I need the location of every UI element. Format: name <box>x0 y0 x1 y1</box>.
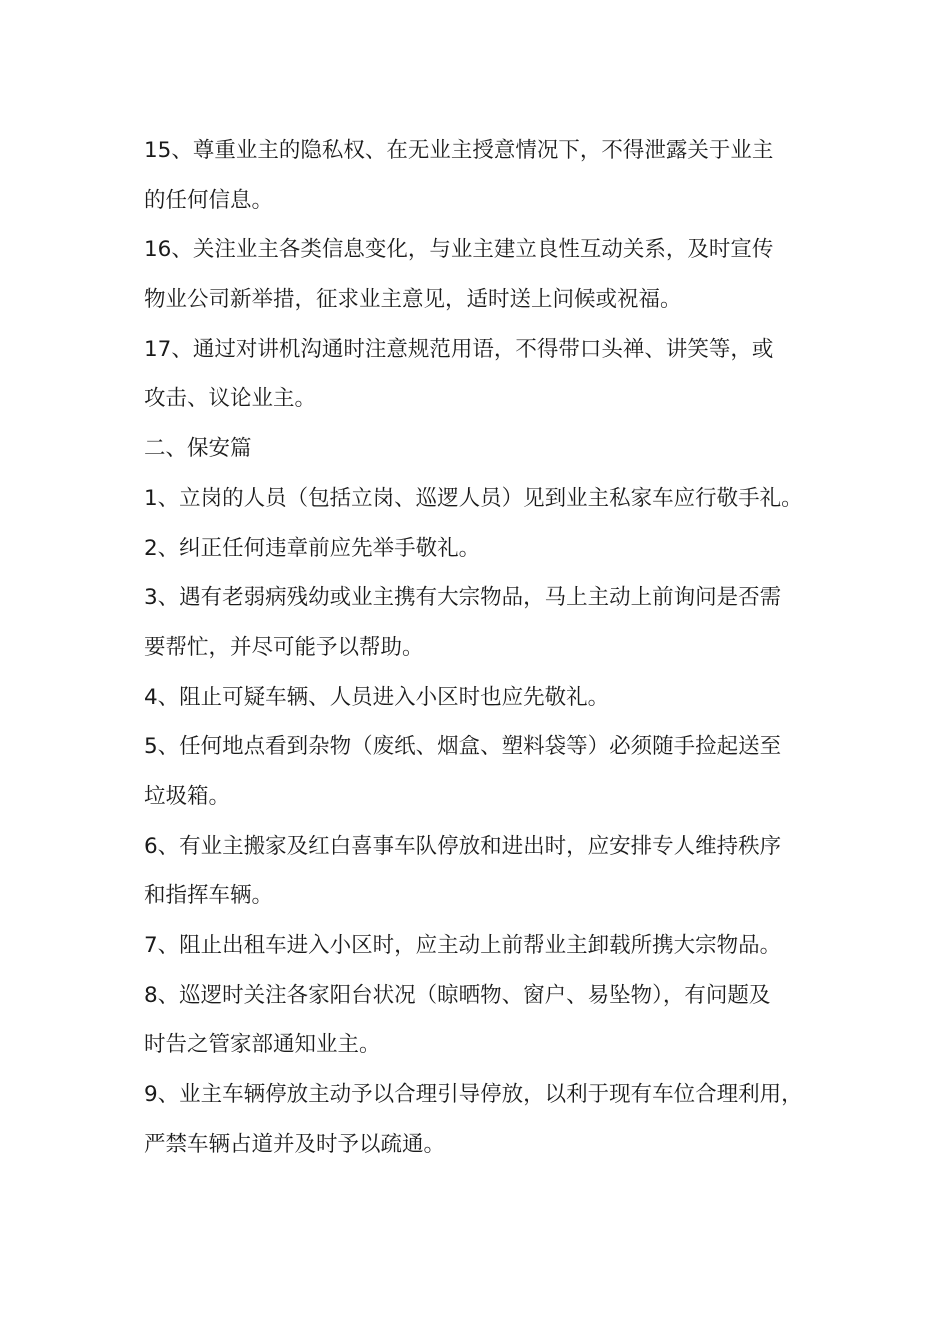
text-line: 时告之管家部通知业主。 <box>144 1032 381 1058</box>
text-line: 15、尊重业主的隐私权、在无业主授意情况下，不得泄露关于业主 <box>144 138 774 163</box>
text-line: 16、关注业主各类信息变化，与业主建立良性互动关系，及时宣传 <box>144 237 774 263</box>
text-line: 2、纠正任何违章前应先举手敬礼。 <box>144 535 481 561</box>
text-line: 9、业主车辆停放主动予以合理引导停放，以利于现有车位合理利用， <box>144 1082 803 1108</box>
text-line: 严禁车辆占道并及时予以疏通。 <box>144 1131 446 1157</box>
text-line: 1、立岗的人员（包括立岗、巡逻人员）见到业主私家车应行敬手礼。 <box>144 485 803 511</box>
text-line: 3、遇有老弱病残幼或业主携有大宗物品，马上主动上前询问是否需 <box>144 585 782 611</box>
text-line: 和指挥车辆。 <box>144 883 274 909</box>
text-line: 7、阻止出租车进入小区时，应主动上前帮业主卸载所携大宗物品。 <box>144 933 782 958</box>
text-line: 的任何信息。 <box>144 187 274 213</box>
text-line: 6、有业主搬家及红白喜事车队停放和进出时，应安排专人维持秩序 <box>144 833 782 859</box>
text-line: 攻击、议论业主。 <box>144 386 317 412</box>
text-line: 5、任何地点看到杂物（废纸、烟盒、塑料袋等）必须随手捡起送至 <box>144 734 782 760</box>
text-line: 要帮忙，并尽可能予以帮助。 <box>144 634 424 660</box>
text-line: 物业公司新举措，征求业主意见，适时送上问候或祝福。 <box>144 287 682 313</box>
text-line: 4、阻止可疑车辆、人员进入小区时也应先敬礼。 <box>144 684 610 710</box>
document-body <box>144 126 834 1169</box>
text-line: 8、巡逻时关注各家阳台状况（晾晒物、窗户、易坠物），有问题及 <box>144 982 771 1008</box>
text-line: 垃圾箱。 <box>144 783 231 809</box>
text-line: 17、通过对讲机沟通时注意规范用语，不得带口头禅、讲笑等，或 <box>144 336 774 362</box>
section-heading: 二、保安篇 <box>144 436 252 462</box>
